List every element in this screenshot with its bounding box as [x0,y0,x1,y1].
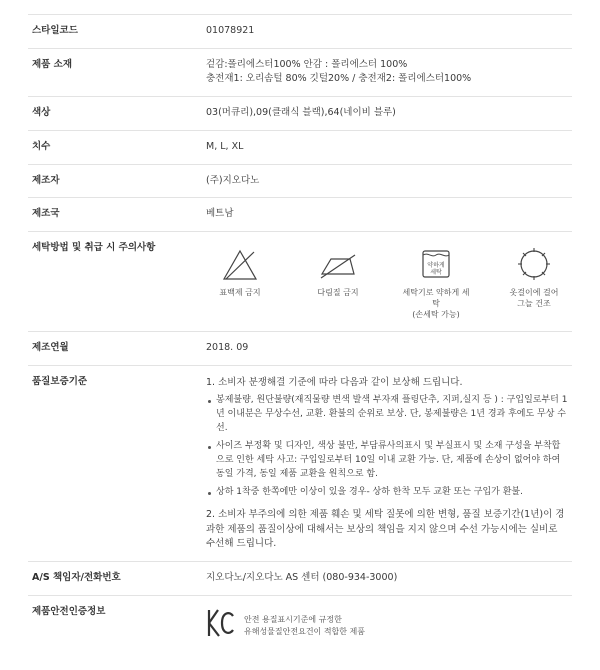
laundry-symbol-group [206,241,568,322]
row-value [204,366,572,562]
value-line: 베트남 [206,208,234,220]
kc-cert-block [206,605,568,645]
spec-table [28,14,572,654]
warranty-block [206,375,568,552]
row-label: 제품안전인증정보 [32,605,106,617]
svg-text:세탁: 세탁 [430,269,442,277]
no-bleach-icon [206,245,274,285]
row-label: 품질보증기준 [32,376,88,388]
table-row-laundry [28,232,572,332]
table-row-warranty [28,366,572,562]
warranty-head-2: 2. 소비자 부주의에 의한 제품 훼손 및 세탁 질못에 의한 변형, 품질 보증기간(1년)이 경과한 제품의 품질이상에 대해서는 보상의 책임을 지지 않으며 수선 가능시에는 실비로 수선해 드립니다. [206,508,565,550]
kc-cert-text [244,614,365,638]
warranty-bullet: 상하 1착중 한쪽에만 이상이 있을 경우- 상하 한착 모두 교환 또는 구입가 환불. [206,486,568,500]
laundry-caption: 표백제 금지 [219,288,261,298]
table-row [28,562,572,596]
table-row [28,332,572,366]
laundry-item [304,245,372,320]
row-value [204,164,572,198]
row-label: 세탁방법 및 취급 시 주의사항 [32,242,156,254]
table-row-safety [28,595,572,653]
value-line: 겉감:폴리에스터100% 안감 : 폴리에스터 100% [206,58,408,70]
hanger-dry-icon [500,245,568,285]
table-row [28,48,572,96]
laundry-item [500,245,568,320]
row-value [204,198,572,232]
value-line: 2018. 09 [206,342,249,354]
row-label: 치수 [32,140,51,152]
table-row [28,97,572,131]
value-line: 지오다노/지오다노 AS 센터 (080-934-3000) [206,572,398,584]
laundry-item [402,245,470,320]
value-line: 충전재1: 오리솜털 80% 깃털20% / 충전재2: 폴리에스터100% [206,73,472,85]
dry-clean-icon [402,245,470,285]
footer-spacer [28,654,572,670]
row-value [204,15,572,49]
laundry-caption: 다림질 금지 [317,288,359,298]
kc-mark-icon [206,607,236,645]
warranty-bullet: 봉제불량, 원단불량(재직물량 변색 발색 부자재 플링단추, 지퍼,실지 등 ) : 구입일로부터 1년 이내분은 무상수선, 교환. 환불의 순위로 보상. 단, 봉제불량은 1년 경과 후에도 무상 수선. [206,394,568,436]
table-row [28,15,572,49]
laundry-caption: 옷걸이에 걸어 그늘 건조 [509,288,559,308]
table-row [28,164,572,198]
row-value [204,332,572,366]
laundry-item [206,245,274,320]
row-value [204,130,572,164]
row-label: 스타일코드 [32,25,78,36]
table-row [28,130,572,164]
value-line: 03(머큐리),09(클래식 블랙),64(네이비 블루) [206,107,396,119]
row-label: A/S 책임자/전화번호 [32,572,121,584]
row-value [204,97,572,131]
kc-cert-line: 유해성물질안전요건이 적합한 제품 [244,626,366,636]
svg-text:약하게: 약하게 [427,262,445,270]
laundry-caption: 세탁기로 약하게 세탁 (손세탁 가능) [402,288,470,319]
warranty-bullet: 사이즈 부정확 및 디자인, 색상 불만, 부담류사의표시 및 부실표시 및 소재 구성을 부착합으로 인한 세탁 사고: 구입일로부터 10일 이내 교환 가능. 단, 제품에 손상이 없어야 하여 동일 가격, 동일 제품 교환을 원칙으로 함. [206,440,568,482]
value-line: M, L, XL [206,140,244,152]
row-label: 제품 소재 [32,58,73,70]
row-value [204,595,572,653]
row-label: 색상 [32,107,51,119]
row-value [204,48,572,96]
value-line: (주)지오다노 [206,174,260,186]
kc-cert-line: 안전 용질표시기준에 규정한 [244,614,342,624]
row-label: 제조자 [32,174,60,186]
row-value [204,232,572,332]
warranty-head: 1. 소비자 분쟁해결 기준에 따라 다음과 같이 보상해 드립니다. [206,377,463,389]
value-line: 01078921 [206,25,255,36]
no-iron-icon [304,245,372,285]
row-label: 제조국 [32,208,60,220]
row-label: 제조연월 [32,342,69,354]
table-row [28,198,572,232]
row-value [204,562,572,596]
